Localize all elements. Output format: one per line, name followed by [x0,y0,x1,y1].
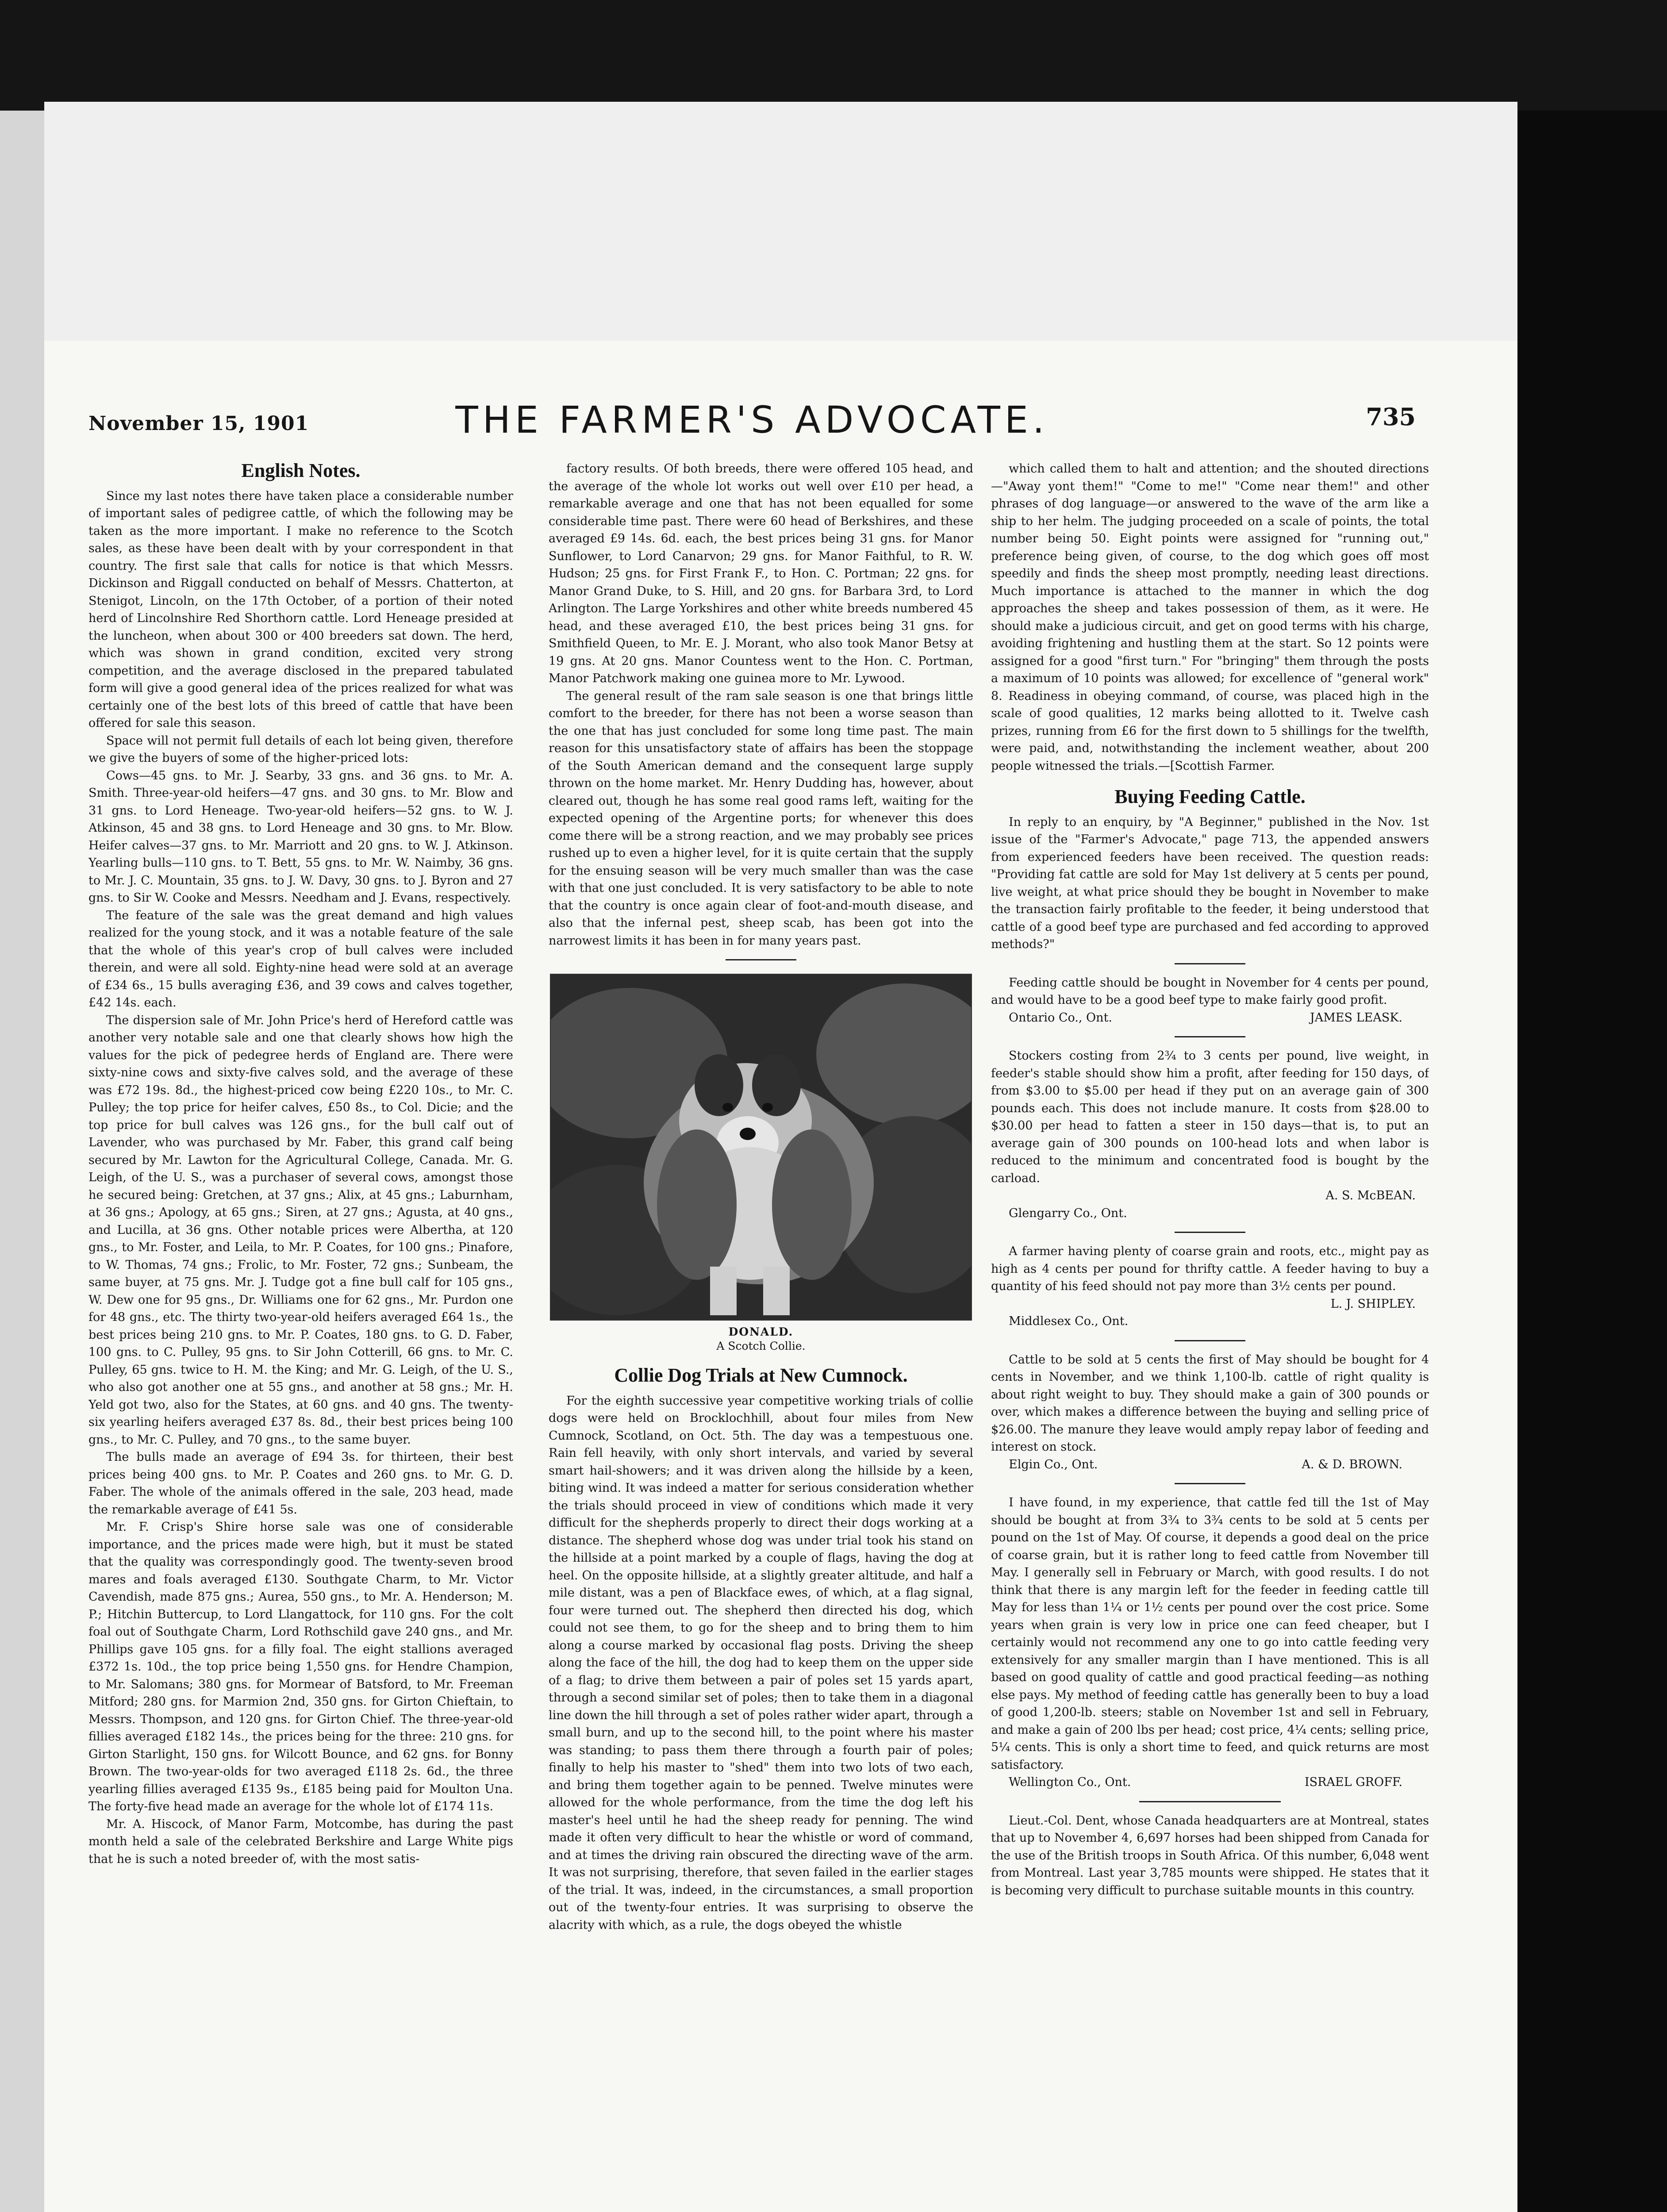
page-number: 735 [1366,403,1416,431]
answer-signature-place: Glengarry Co., Ont. [1009,1206,1127,1220]
article-paragraph: which called them to halt and attention; and the shouted directions—"Away yont them!" "Come to me!" "Come near them!" and other phrases of dog language—or answered to the wave of the arm like a ship to her helm. The judging proceeded on a scale of points, the total number being 50. Eight points were assigned for "running out," preference being given, of course, to the dog which goes off most speedily and finds the sheep most promptly, needing least directions. Much importance is attached to the manner in which the dog approaches the sheep and takes possession of them, as it were. He should make a judicious circuit, and get on good terms with his charge, avoiding frightening and hustling them at the start. So 12 points were assigned for a good "first turn." For "bringing" them through the posts a maximum of 10 points was allowed; for excellence of "general work" 8. Readiness in obeying command, of course, was placed high in the scale of good qualities, 12 marks being allotted to it. Twelve cash prizes, running from £6 for the first down to 5 shillings for the twelfth, were paid, and, notwithstanding the inclement weather, about 200 people witnessed the trials.—[Scottish Farmer. [991,462,1429,773]
article-paragraph: In reply to an enquiry, by "A Beginner," published in the Nov. 1st issue of the "Farmer's Advocate," page 713, the appended answers from experienced feeders have been received. The question reads: "Providing fat cattle are sold for May 1st delivery at 5 cents per pound, live weight, at what price should they be bought in November to make the transaction fairly profitable to the feeder, it being understood that cattle of a good beef type are purchased and fed according to approved methods?" [991,815,1429,951]
article-paragraph: The dispersion sale of Mr. John Price's herd of Hereford cattle was another very notable sale and one that clearly shows how high the values for the pick of pedegree herds of England are. There were sixty-nine cows and sixty-five calves sold, and the average of these was £72 19s. 8d., the highest-priced cow being £220 10s., to Mr. C. Pulley; the top price for heifer calves, £50 8s., to Col. Dicie; and the top price for bull calves was 126 gns., for the bull calf out of Lavender, who was purchased by Mr. Faber, this grand calf being secured by Mr. Lawton for the Agricultural College, Canada. Mr. G. Leigh, of the U. S., was a purchaser of several cows, amongst those he secured being: Gretchen, at 37 gns.; Alix, at 45 gns.; Laburnham, at 36 gns.; Apology, at 65 gns.; Siren, at 27 gns.; Agusta, at 40 gns., and Lucilla, at 36 gns. Other notable prices were Albertha, at 120 gns., to Mr. Foster, and Leila, to Mr. P. Coates, for 100 gns.; Pinafore, to W. Thomas, 74 gns.; Frolic, to Mr. Foster, 72 gns.; Sunbeam, the same buyer, at 75 gns. Mr. J. Tudge got a fine bull calf for 105 gns., W. Dew one for 95 gns., Dr. Williams one for 62 gns., Mr. Purdon one for 48 gns., etc. The thirty two-year-old heifers averaged £64 1s., the best prices being 210 gns. to Mr. P. Coates, 180 gns. to G. D. Faber, 100 gns. to C. Pulley, 95 gns. to Sir John Cotterill, 66 gns. to Mr. C. Pulley, 65 gns. twice to H. M. the King; and Mr. G. Leigh, of the U. S., who also got another one at 55 gns., and another at 58 gns.; Mr. H. Yeld got two, also for the States, at 60 gns. and 40 gns. The twenty-six yearling heifers averaged £37 8s. 8d., their best prices being 100 gns., to Mr. C. Pulley, and 70 gns., to the same buyer. [88,1013,513,1447]
article-heading-collie-trials: Collie Dog Trials at New Cumnock. [614,1364,908,1386]
collie-photo [550,974,972,1321]
article-paragraph: Mr. F. Crisp's Shire horse sale was one of considerable importance, and the prices made were high, but it must be stated that the quality was correspondingly good. The twenty-seven brood mares and foals averaged £130. Southgate Charm, to Mr. Victor Cavendish, made 875 gns.; Aurea, 550 gns., to Mr. A. Henderson; M. P.; Hitchin Buttercup, to Lord Llangattock, for 110 gns. For the colt foal out of Southgate Charm, Lord Rothschild gave 240 gns., and Mr. Phillips gave 105 gns. for a filly foal. The eight stallions averaged £372 1s. 10d., the top price being 1,550 gns. for Hendre Champion, to Mr. Salomans; 380 gns. for Mormear of Batsford, to Mr. Freeman Mitford; 280 gns. for Marmion 2nd, 350 gns. for Girton Chieftain, to Messrs. Thompson, and 120 gns. for Girton Chief. The three-year-old fillies averaged £182 14s., the prices being for the three: 210 gns. for Girton Starlight, 150 gns. for Wilcott Bounce, and 62 gns. for Bonny Brown. The two-year-olds for two averaged £118 2s. 6d., the three yearling fillies averaged £135 9s., £185 being paid for Moulton Una. The forty-five head made an average for the whole lot of £174 11s. [88,1520,513,1813]
article-paragraph: Space will not permit full details of each lot being given, therefore we give the buyers of some of the higher-priced lots: [88,733,513,765]
article-paragraph: Cows—45 gns. to Mr. J. Searby, 33 gns. and 36 gns. to Mr. A. Smith. Three-year-old heifers—47 gns. and 30 gns. to Mr. Blow and 31 gns. to Lord Heneage. Two-year-old heifers—52 gns. to W. J. Atkinson, 45 and 38 gns. to Lord Heneage and 30 gns. to Mr. Blow. Heifer calves—37 gns. to Mr. Marriott and 20 gns. to W. J. Atkinson. Yearling bulls—110 gns. to T. Bett, 55 gns. to Mr. W. Naimby, 36 gns. to Mr. J. C. Mountain, 35 gns. to J. W. Davy, 30 gns. to J. Byron and 27 gns. to Sir W. Cooke and Messrs. Needham and J. Evans, respectively. [88,768,513,905]
collie-illustration [551,975,971,1320]
article-paragraph: The bulls made an average of £94 3s. for thirteen, their best prices being 400 gns. to Mr. P. Coates and 260 gns. to Mr. G. D. Faber. The whole of the animals offered in the sale, 203 head, made the remarkable average of £41 5s. [88,1450,513,1517]
answer-signature: Elgin Co., Ont. A. & D. BROWN. [1009,1457,1402,1471]
film-border-top [0,0,1667,111]
answer-signature-place: Middlesex Co., Ont. [1009,1314,1129,1328]
page-header [88,394,1416,451]
section-divider [1139,1801,1281,1802]
photo-caption-name: DONALD. [728,1325,794,1338]
article-paragraph: For the eighth successive year competitive working trials of collie dogs were held on Brocklochhill, about four miles from New Cumnock, Scotland, on Oct. 5th. The day was a tempestuous one. Rain fell heavily, with only short intervals, and varied by several smart hail-showers; and it was driven along the hillside by a keen, biting wind. It was indeed a matter for serious consideration whether the trials should proceed in view of conditions which made it very difficult for the shepherds properly to direct their dogs working at a distance. The shepherd whose dog was under trial took his stand on the hillside at a point marked by a couple of flags, having the dog at heel. On the opposite hillside, at a slightly greater altitude, and half a mile distant, was a pen of Blackface ewes, of which, at a flag signal, four were turned out. The shepherd then directed his dog, which could not see them, to go for the sheep and to bring them to him along a course marked by occasional flag posts. Driving the sheep along the face of the hill, the dog had to keep them on the upper side of a flag; to drive them between a pair of poles set 15 yards apart, through a second similar set of poles; then to take them in a diagonal line down the hill through a set of poles rather wider apart, through a small burn, and up to the second hill, to the point where his master was standing; to pass them there through a fourth pair of poles; finally to help his master to "shed" them into two lots of two each, and bring them together again to be penned. Twelve minutes were allowed for the whole performance, from the time the dog left his master's heel until he had the sheep ready for penning. The wind made it often very difficult to hear the whistle or word of command, and at times the driving rain obscured the directing wave of the arm. It was not surprising, therefore, that seven failed in the earlier stages of the trial. It was, indeed, in the circumstances, a small proportion out of the twenty-four entries. It was surprising to observe the alacrity with which, as a rule, the dogs obeyed the whistle [549,1394,973,1932]
article-paragraph: The general result of the ram sale season is one that brings little comfort to the breeder, for there has not been a worse season than the one that has just concluded for some long time past. The main reason for this unsatisfactory state of affairs has been the stoppage of the South American demand and the consequent large supply thrown on the home market. Mr. Henry Dudding has, however, about cleared out, though he has some real good rams left, waiting for the expected opening of the Argentine ports; for whenever this does come there will be a strong reaction, and we may probably see prices rushed up to even a higher level, for it is quite certain that the supply for the ensuing season will be very much smaller than was the case with that one just concluded. It is very satisfactory to be able to note that the country is once again clear of foot-and-mouth disease, and also that the infernal pest, sheep scab, has been got into the narrowest limits it has been in for many years past. [549,689,973,948]
answer-text: A farmer having plenty of coarse grain and roots, etc., might pay as high as 4 cents per pound for thrifty cattle. A feeder having to buy a quantity of his feed should not pay more than 3½ cents per pound. [991,1244,1429,1293]
answer-signature: Wellington Co., Ont. ISRAEL GROFF. [1009,1775,1402,1789]
article-paragraph: Since my last notes there have taken place a considerable number of important sales of pedigree cattle, of which the following may be taken as the more important. I make no reference to the Scotch sales, as these have been dealt with by your correspondent in that country. The first sale that calls for notice is that which Messrs. Dickinson and Riggall conducted on behalf of Messrs. Chatterton, at Stenigot, Lincoln, on the 17th October, of a portion of their noted herd of Lincolnshire Red Shorthorn cattle. Lord Heneage presided at the luncheon, when about 300 or 400 breeders sat down. The herd, which was shown in grand condition, excited very strong competition, and the average disclosed in the prepared tabulated form will give a good general idea of the prices realized for what was certainly one of the best lots of this breed of cattle that have been offered for sale this season. [88,489,513,730]
photo-caption-subtitle: A Scotch Collie. [716,1340,806,1352]
section-divider [1175,1340,1245,1341]
column-3 [991,460,1429,2212]
newspaper-page [44,341,1517,2212]
answer-text: Feeding cattle should be bought in November for 4 cents per pound, and would have to be a good beef type to make fairly good profit. [991,975,1429,1007]
article-paragraph: Mr. A. Hiscock, of Manor Farm, Motcombe, has during the past month held a sale of the celebrated Berkshire and Large White pigs that he is such a noted breeder of, with the most satis- [88,1817,513,1866]
article-heading-buying-feeding-cattle: Buying Feeding Cattle. [1114,786,1306,807]
article-heading-english-notes: English Notes. [241,460,361,481]
section-divider [1175,963,1245,964]
issue-date: November 15, 1901 [88,412,309,435]
section-divider [726,959,796,960]
masthead-title: THE FARMER'S ADVOCATE. [455,398,1049,442]
answer-signature-name: A. S. McBEAN. [1325,1189,1416,1202]
section-divider [1175,1036,1245,1037]
answer-text: Cattle to be sold at 5 cents the first of May should be bought for 4 cents in November, and we think 1,100-lb. cattle of right quality is about right weight to buy. They should make a gain of 300 pounds or over, which makes a difference between the buying and selling price of $26.00. The manure they leave would amply repay labor of feeding and interest on stock. [991,1352,1429,1454]
answer-signature-name: L. J. SHIPLEY. [1330,1297,1416,1311]
column-1 [88,460,513,2212]
column-2 [549,460,973,2212]
answer-text: I have found, in my experience, that cattle fed till the 1st of May should be bought at from 3¾ to 3¾ cents to be sold at 5 cents per pound on the 1st of May. Of course, it depends a good deal on the price of coarse grain, but it is rather long to feed cattle from November till May. I generally sell in February or March, with good results. I do not think that there is any margin left for the feeder in feeding cattle till May for less than 1¼ or 1½ cents per pound over the cost price. Some years when grain is very low in price one can feed cheaper, but I certainly would not recommend any one to go into cattle feeding very extensively for any smaller margin than I have mentioned. This is all based on good quality of cattle and good practical feeding—as nothing else pays. My method of feeding cattle has generally been to buy a load of good 1,200-lb. steers; stable on November 1st and sell in February, and make a gain of 200 lbs per head; cost price, 4¼ cents; selling price, 5¼ cents. This is only a short time to feed, and quick returns are most satisfactory. [991,1496,1429,1772]
article-paragraph: Lieut.-Col. Dent, whose Canada headquarters are at Montreal, states that up to November 4, 6,697 horses had been shipped from Canada for the use of the British troops in South Africa. Of this number, 6,048 went from Montreal. Last year 3,785 mounts were shipped. He states that it is becoming very difficult to purchase suitable mounts in this country. [991,1813,1429,1897]
answer-text: Stockers costing from 2¾ to 3 cents per pound, live weight, in feeder's stable should show him a profit, after feeding for 150 days, of from $3.00 to $5.00 per head if they put on an average gain of 300 pounds each. This does not include manure. It costs from $28.00 to $30.00 per head to fatten a steer in 150 days—that is, to put an average gain of 300 pounds on 100-head lots and when labor is reduced to the minimum and concentrated food is bought by the carload. [991,1049,1429,1185]
article-paragraph: The feature of the sale was the great demand and high values realized for the young stock, and it was a notable feature of the sale that the whole of this year's crop of bull calves were included therein, and were all sold. Eighty-nine head were sold at an average of £34 6s., 15 bulls averaging £36, and 39 cows and calves together, £42 14s. each. [88,908,513,1010]
section-divider [1175,1483,1245,1484]
section-divider [1175,1232,1245,1233]
answer-signature: Ontario Co., Ont. JAMES LEASK. [1009,1010,1402,1025]
article-paragraph: factory results. Of both breeds, there were offered 105 head, and the average of the whole lot works out well over £10 per head, a remarkable average and one that has not been equalled for some considerable time past. There were 60 head of Berkshires, and these averaged £9 14s. 6d. each, the best prices being 31 gns. for Manor Sunflower, to Lord Canarvon; 29 gns. for Manor Faithful, to R. W. Hudson; 25 gns. for First Frank F., to Hon. C. Portman; 22 gns. for Manor Grand Duke, to S. Hill, and 20 gns. for Barbara 3rd, to Lord Arlington. The Large Yorkshires and other white breeds numbered 45 head, and these averaged £10, the best prices being 31 gns. for Smithfield Queen, to Mr. E. J. Morant, who also took Manor Betsy at 19 gns. At 20 gns. Manor Countess went to the Hon. C. Portman, Manor Patchwork making one guinea more to Mr. Lywood. [549,462,973,685]
film-border-left [0,111,44,2212]
